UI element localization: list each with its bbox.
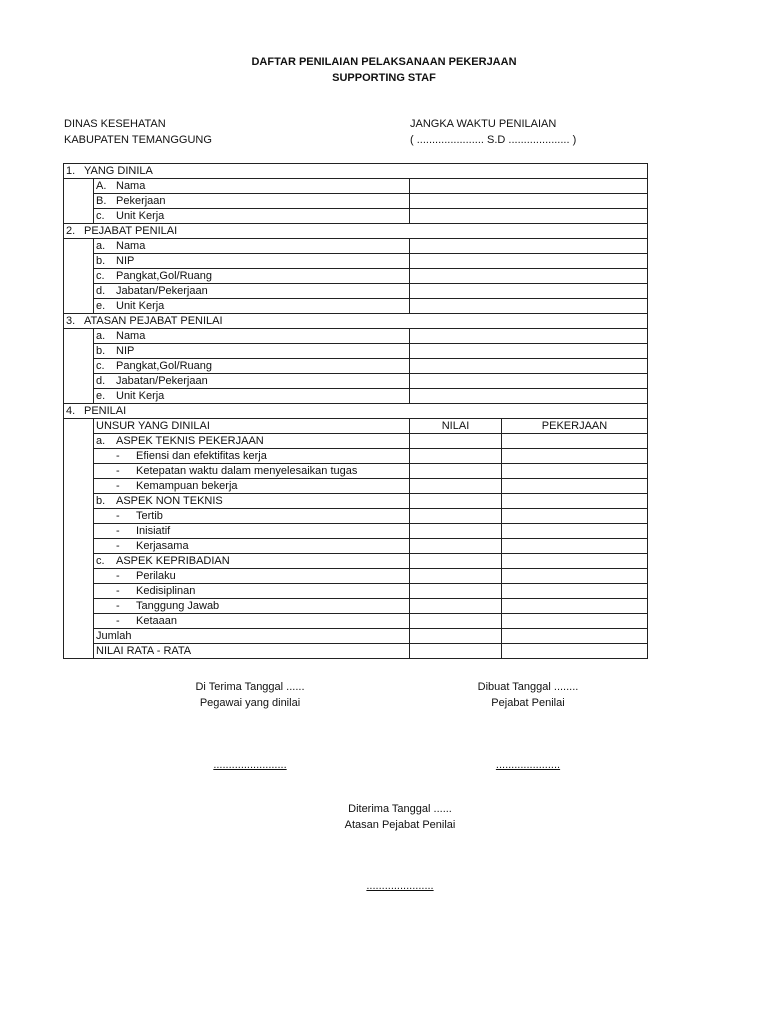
aspect-title: a. ASPEK TEKNIS PEKERJAAN (94, 434, 410, 449)
section-header-row (64, 224, 648, 239)
table-row (64, 269, 648, 284)
criterion-label: - Kemampuan bekerja (94, 479, 410, 494)
section-header-row (64, 404, 648, 419)
agency-region: KABUPATEN TEMANGGUNG (64, 134, 212, 146)
section-header-row (64, 164, 648, 179)
criterion-label: - Tanggung Jawab (94, 599, 410, 614)
aspect-title: b. ASPEK NON TEKNIS (94, 494, 410, 509)
table-row (64, 239, 648, 254)
score-cell[interactable] (410, 599, 502, 614)
criterion-label: - Ketaaan (94, 614, 410, 629)
section-4-title: 4. PENILAI (64, 404, 648, 419)
field-value[interactable] (410, 329, 648, 344)
work-cell[interactable] (502, 524, 648, 539)
field-value[interactable] (410, 209, 648, 224)
table-row (64, 389, 648, 404)
field-label: c. Pangkat,Gol/Ruang (94, 269, 410, 284)
score-cell[interactable] (410, 554, 502, 569)
aspect-row (64, 494, 648, 509)
field-label: a. Nama (94, 329, 410, 344)
field-label: e. Unit Kerja (94, 299, 410, 314)
score-cell[interactable] (410, 614, 502, 629)
supervisor-role: Atasan Pejabat Penilai (344, 819, 456, 831)
score-cell[interactable] (410, 539, 502, 554)
field-label: e. Unit Kerja (94, 389, 410, 404)
criterion-label: - Perilaku (94, 569, 410, 584)
criterion-label: - Kerjasama (94, 539, 410, 554)
field-value[interactable] (410, 254, 648, 269)
work-cell[interactable] (502, 464, 648, 479)
field-value[interactable] (410, 374, 648, 389)
period-range: ( ...................... S.D .................... ) (410, 134, 577, 146)
assessment-table (63, 163, 648, 659)
field-label: b. NIP (94, 344, 410, 359)
field-value[interactable] (410, 344, 648, 359)
table-row (64, 179, 648, 194)
table-row (64, 374, 648, 389)
section-2-title: 2. PEJABAT PENILAI (64, 224, 648, 239)
work-cell[interactable] (502, 569, 648, 584)
field-value[interactable] (410, 299, 648, 314)
score-cell[interactable] (410, 569, 502, 584)
field-value[interactable] (410, 179, 648, 194)
column-header-unsur: UNSUR YANG DINILAI (94, 419, 410, 434)
field-label: d. Jabatan/Pekerjaan (94, 284, 410, 299)
score-cell[interactable] (410, 464, 502, 479)
work-cell[interactable] (502, 584, 648, 599)
work-cell[interactable] (502, 539, 648, 554)
column-header-pekerjaan: PEKERJAAN (502, 419, 648, 434)
average-label: NILAI RATA - RATA (94, 644, 410, 659)
table-row (64, 449, 648, 464)
field-value[interactable] (410, 389, 648, 404)
work-cell[interactable] (502, 644, 648, 659)
document-subtitle: SUPPORTING STAF (332, 72, 436, 84)
score-cell[interactable] (410, 434, 502, 449)
score-cell[interactable] (410, 524, 502, 539)
work-cell[interactable] (502, 509, 648, 524)
document-title: DAFTAR PENILAIAN PELAKSANAAN PEKERJAAN (251, 56, 517, 68)
work-cell[interactable] (502, 479, 648, 494)
table-row (64, 524, 648, 539)
field-label: a. Nama (94, 239, 410, 254)
field-value[interactable] (410, 284, 648, 299)
table-row (64, 329, 648, 344)
received-date-bottom: Diterima Tanggal ...... (348, 803, 452, 815)
period-label: JANGKA WAKTU PENILAIAN (410, 118, 557, 130)
score-cell[interactable] (410, 449, 502, 464)
received-date-left: Di Terima Tanggal ...... (195, 681, 305, 693)
average-row (64, 644, 648, 659)
criterion-label: - Efiensi dan efektifitas kerja (94, 449, 410, 464)
assessee-signature-line: ........................ (213, 759, 287, 771)
field-label: A. Nama (94, 179, 410, 194)
table-row (64, 599, 648, 614)
section-3-title: 3. ATASAN PEJABAT PENILAI (64, 314, 648, 329)
score-cell[interactable] (410, 479, 502, 494)
field-label: d. Jabatan/Pekerjaan (94, 374, 410, 389)
criterion-label: - Ketepatan waktu dalam menyelesaikan tugas (94, 464, 410, 479)
score-cell[interactable] (410, 494, 502, 509)
assessor-role: Pejabat Penilai (491, 697, 565, 709)
total-row (64, 629, 648, 644)
score-cell[interactable] (410, 509, 502, 524)
work-cell[interactable] (502, 599, 648, 614)
table-row (64, 464, 648, 479)
aspect-row (64, 434, 648, 449)
criterion-label: - Kedisiplinan (94, 584, 410, 599)
section-1-title: 1. YANG DINILA (64, 164, 648, 179)
field-label: B. Pekerjaan (94, 194, 410, 209)
assessee-role: Pegawai yang dinilai (199, 697, 301, 709)
work-cell[interactable] (502, 614, 648, 629)
created-date-right: Dibuat Tanggal ........ (477, 681, 579, 693)
table-row (64, 344, 648, 359)
work-cell[interactable] (502, 449, 648, 464)
score-cell[interactable] (410, 629, 502, 644)
field-label: b. NIP (94, 254, 410, 269)
assessor-signature-line: ..................... (495, 759, 561, 771)
field-value[interactable] (410, 194, 648, 209)
aspect-row (64, 554, 648, 569)
field-label: c. Pangkat,Gol/Ruang (94, 359, 410, 374)
field-value[interactable] (410, 269, 648, 284)
table-row (64, 284, 648, 299)
table-row (64, 569, 648, 584)
work-cell[interactable] (502, 629, 648, 644)
table-row (64, 539, 648, 554)
score-cell[interactable] (410, 644, 502, 659)
supervisor-signature-line: ...................... (366, 880, 434, 892)
score-cell[interactable] (410, 584, 502, 599)
field-value[interactable] (410, 359, 648, 374)
table-row (64, 479, 648, 494)
criterion-label: - Inisiatif (94, 524, 410, 539)
work-cell[interactable] (502, 494, 648, 509)
section-header-row (64, 314, 648, 329)
table-row (64, 359, 648, 374)
table-row (64, 254, 648, 269)
total-label: Jumlah (94, 629, 410, 644)
work-cell[interactable] (502, 434, 648, 449)
table-row (64, 509, 648, 524)
field-value[interactable] (410, 239, 648, 254)
criterion-label: - Tertib (94, 509, 410, 524)
field-label: c. Unit Kerja (94, 209, 410, 224)
table-row (64, 614, 648, 629)
table-row (64, 194, 648, 209)
table-row (64, 299, 648, 314)
column-header-nilai: NILAI (410, 419, 502, 434)
table-row (64, 584, 648, 599)
aspect-title: c. ASPEK KEPRIBADIAN (94, 554, 410, 569)
agency-name: DINAS KESEHATAN (64, 118, 166, 130)
table-header-row (64, 419, 648, 434)
work-cell[interactable] (502, 554, 648, 569)
table-row (64, 209, 648, 224)
